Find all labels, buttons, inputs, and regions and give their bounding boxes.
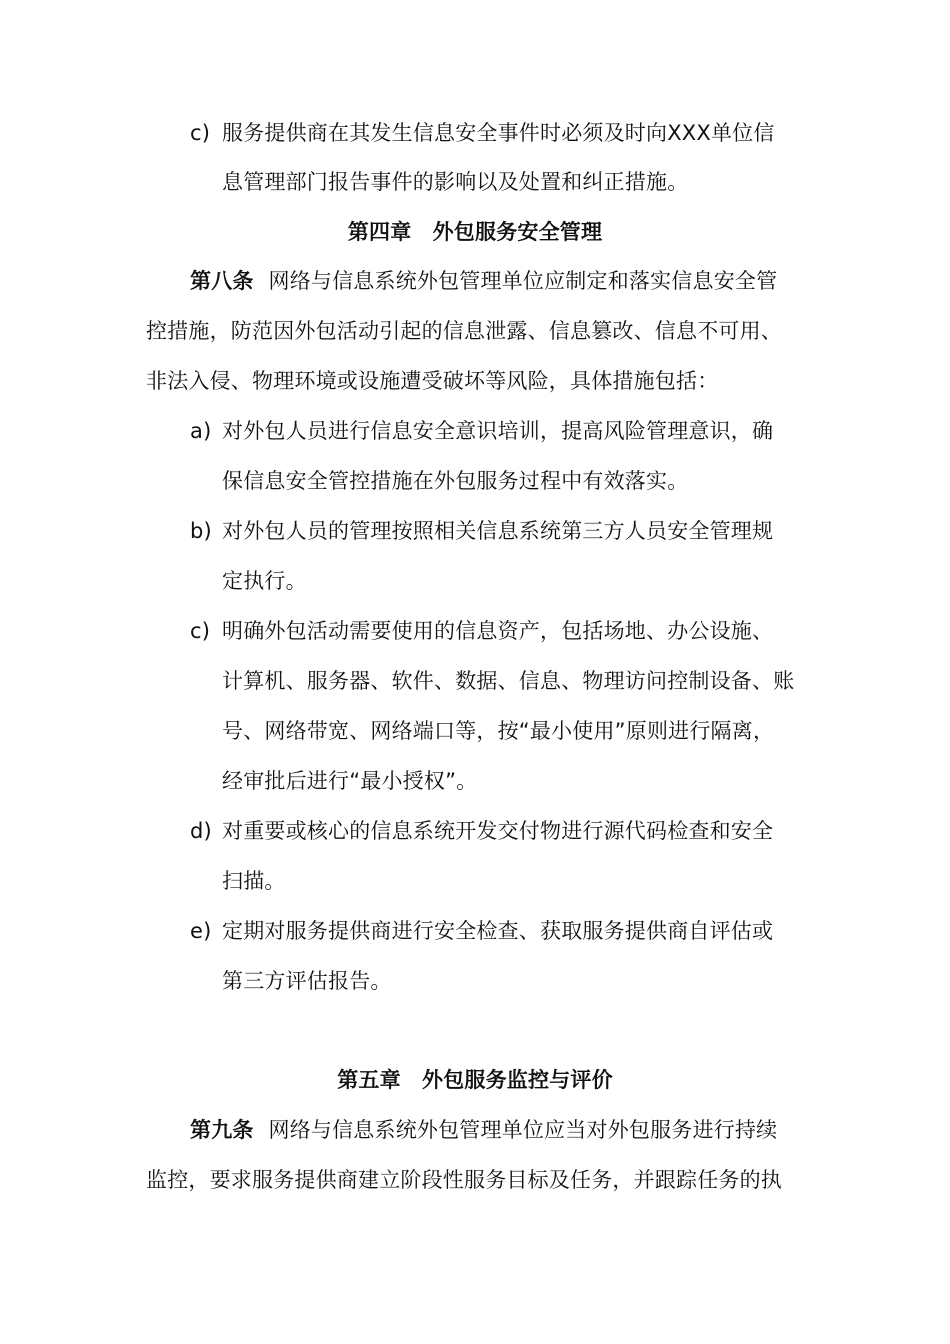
article-first-line xyxy=(190,1115,777,1145)
article-text-line: 监控，要求服务提供商建立阶段性服务目标及任务，并跟踪任务的执 xyxy=(146,1168,782,1192)
list-marker: d) xyxy=(190,819,212,843)
list-item-text-line: 计算机、服务器、软件、数据、信息、物理访问控制设备、账 xyxy=(222,669,795,693)
list-item-text-line: 对外包人员的管理按照相关信息系统第三方人员安全管理规 xyxy=(222,519,774,543)
list-item-text-line: 定执行。 xyxy=(222,569,307,593)
list-item-text-line: 对外包人员进行信息安全意识培训，提高风险管理意识，确 xyxy=(222,419,774,443)
article-text: 网络与信息系统外包管理单位应制定和落实信息安全管 xyxy=(268,269,778,293)
list-item-text-line: 息管理部门报告事件的影响以及处置和纠正措施。 xyxy=(222,170,689,194)
list-item-text-line: 号、网络带宽、网络端口等，按“最小使用”原则进行隔离， xyxy=(222,719,775,743)
list-marker: c) xyxy=(190,121,211,145)
article-text: 网络与信息系统外包管理单位应当对外包服务进行持续 xyxy=(268,1118,778,1142)
chapter-heading: 第五章 外包服务监控与评价 xyxy=(337,1068,613,1092)
chapter-heading: 第四章 外包服务安全管理 xyxy=(347,220,603,244)
list-item-text-line: 经审批后进行“最小授权”。 xyxy=(222,769,478,793)
article-label: 第八条 xyxy=(190,269,254,293)
list-item-text-line: 扫描。 xyxy=(222,869,286,893)
list-marker: e) xyxy=(190,919,212,943)
article-text-line: 非法入侵、物理环境或设施遭受破坏等风险，具体措施包括： xyxy=(146,369,719,393)
list-marker: a) xyxy=(190,419,212,443)
list-marker: b) xyxy=(190,519,212,543)
list-item-text-line: 第三方评估报告。 xyxy=(222,969,392,993)
list-marker: c) xyxy=(190,619,211,643)
list-item-text-line: 保信息安全管控措施在外包服务过程中有效落实。 xyxy=(222,469,689,493)
list-item-text-line: 对重要或核心的信息系统开发交付物进行源代码检查和安全 xyxy=(222,819,774,843)
list-item-text-line: 明确外包活动需要使用的信息资产，包括场地、办公设施、 xyxy=(222,619,774,643)
article-first-line xyxy=(190,266,777,296)
article-label: 第九条 xyxy=(190,1118,254,1142)
list-item-text-line: 定期对服务提供商进行安全检查、获取服务提供商自评估或 xyxy=(222,919,774,943)
list-item-text-line: 服务提供商在其发生信息安全事件时必须及时向XXX单位信 xyxy=(222,121,775,145)
article-text-line: 控措施，防范因外包活动引起的信息泄露、信息篡改、信息不可用、 xyxy=(146,319,782,343)
